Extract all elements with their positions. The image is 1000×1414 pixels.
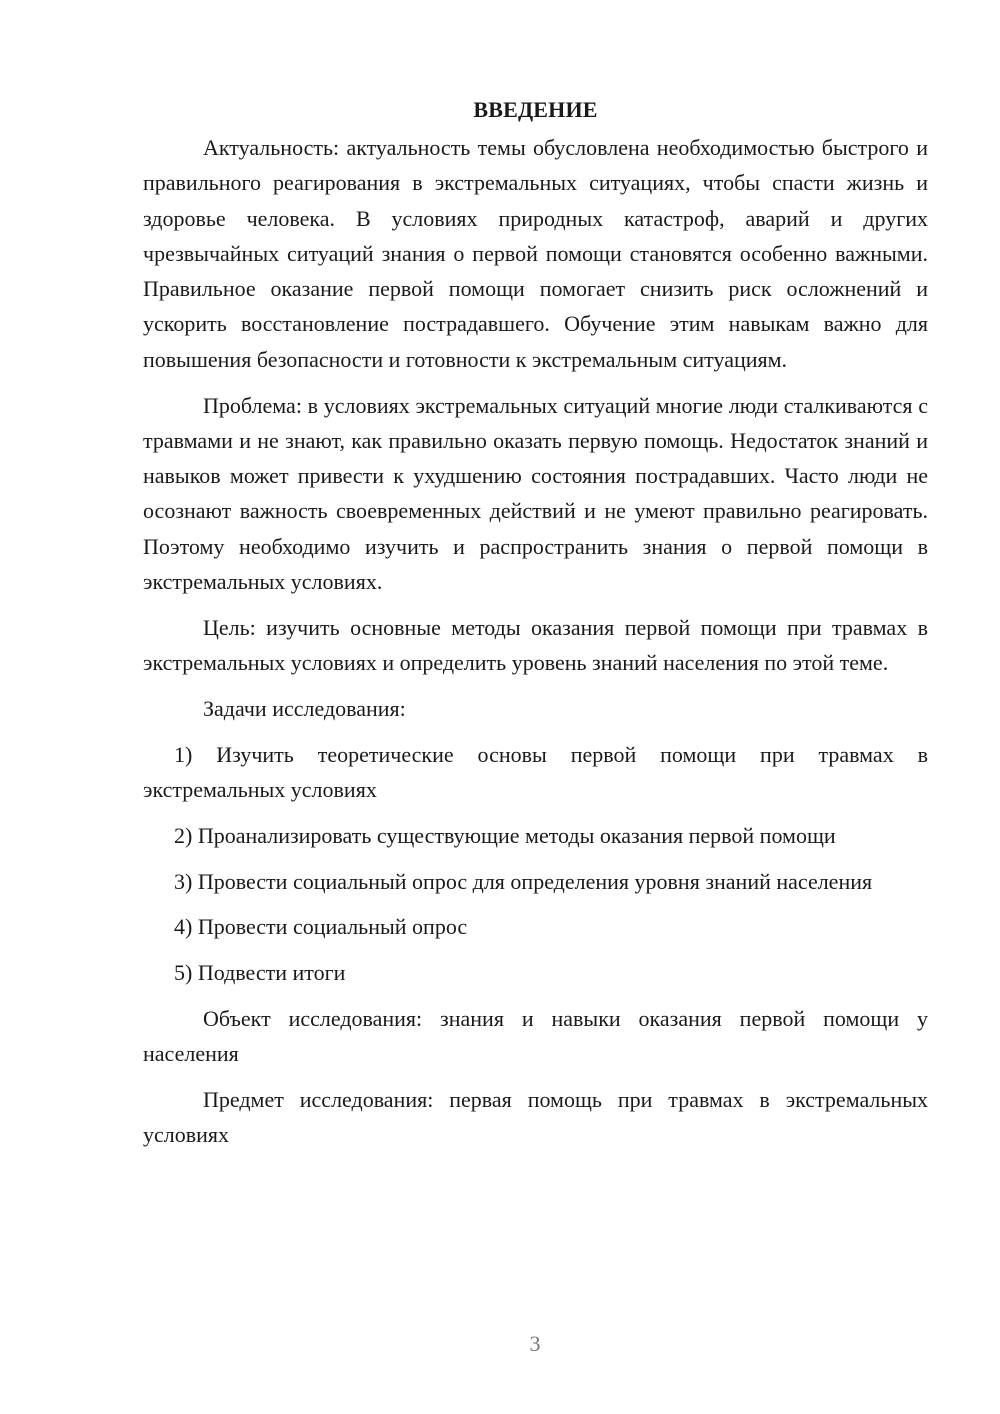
paragraph-relevance: Актуальность: актуальность темы обусловлена необходимостью быстрого и правильного реагирования в экстремальных ситуациях, чтобы спасти жизнь и здоровье человека. В условиях природных катастроф, аварий и других чрезвычайных ситуаций знания о первой помощи становятся особенно важными. Правильное оказание первой помощи помогает снизить риск осложнений и ускорить восстановление пострадавшего. Обучение этим навыкам важно для повышения безопасности и готовности к экстремальным ситуациям. <box>143 135 928 372</box>
paragraph-problem: Проблема: в условиях экстремальных ситуаций многие люди сталкиваются с травмами и не знают, как правильно оказать первую помощь. Недостаток знаний и навыков может привести к ухудшению состояния пострадавших. Часто люди не осознают важность своевременных действий и не умеют правильно реагировать. Поэтому необходимо изучить и распространить знания о первой помощи в экстремальных условиях. <box>143 392 928 595</box>
list-item: 2) Проанализировать существующие методы оказания первой помощи <box>174 822 836 848</box>
page-title: ВВЕДЕНИЕ <box>473 97 598 122</box>
page-number: 3 <box>529 1331 541 1356</box>
list-item: 3) Провести социальный опрос для определения уровня знаний населения <box>174 868 873 894</box>
paragraph-object: Объект исследования: знания и навыки оказания первой помощи у населения <box>143 1006 928 1067</box>
list-item: 5) Подвести итоги <box>174 960 346 986</box>
list-item: 1) Изучить теоретические основы первой помощи при травмах в экстремальных условиях <box>143 741 928 803</box>
tasks-heading: Задачи исследования: <box>203 695 406 721</box>
document-page <box>143 92 928 1153</box>
paragraph-subject: Предмет исследования: первая помощь при травмах в экстремальных условиях <box>143 1087 928 1148</box>
list-item: 4) Провести социальный опрос <box>174 914 468 940</box>
paragraph-goal: Цель: изучить основные методы оказания первой помощи при травмах в экстремальных условиях и определить уровень знаний населения по этой теме. <box>143 614 928 676</box>
